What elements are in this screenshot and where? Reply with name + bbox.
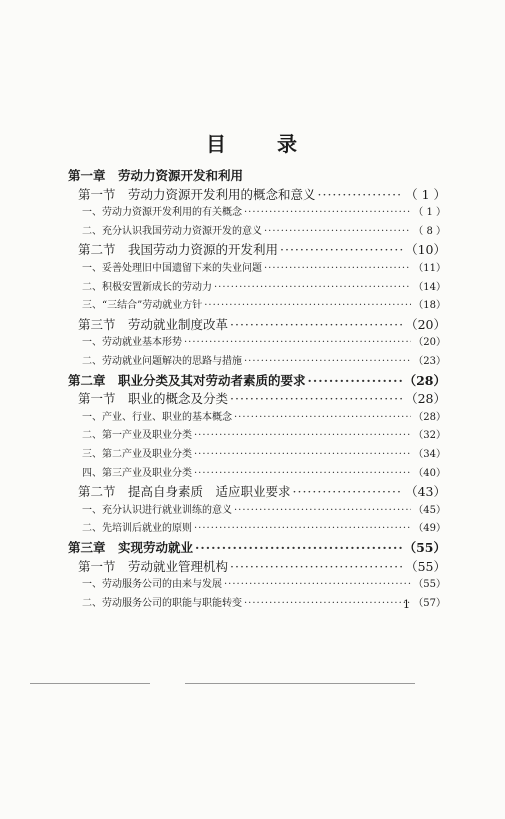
toc-entry-page: （10） xyxy=(405,242,446,258)
toc-entry-item xyxy=(82,278,446,293)
dot-leader xyxy=(318,187,404,202)
toc-entry-chapter xyxy=(68,166,446,184)
dot-leader xyxy=(264,226,411,237)
toc-entry-section xyxy=(78,482,446,500)
toc-entry-label: 四、第三产业及职业分类 xyxy=(82,467,192,479)
toc-entry-label: 一、妥善处理旧中国遗留下来的失业问题 xyxy=(82,263,262,274)
toc-entry-item xyxy=(82,501,446,516)
dot-leader xyxy=(230,559,403,574)
toc-entry-item xyxy=(82,594,446,609)
toc-entry-page: （28） xyxy=(413,411,446,423)
toc-entry-chapter xyxy=(68,538,446,556)
dot-leader xyxy=(308,373,402,388)
toc-entry-page: （18） xyxy=(413,300,446,312)
toc-entry-page: （11） xyxy=(413,263,446,274)
toc-entry-page: （40） xyxy=(413,467,446,479)
toc-entry-page: （55） xyxy=(403,540,446,555)
toc-entry-page: （20） xyxy=(405,316,446,332)
toc-title: 目 录 xyxy=(206,132,319,156)
toc-entry-section xyxy=(78,185,446,203)
toc-entry-page: （28） xyxy=(403,372,446,388)
toc-entry-label: 二、积极安置新成长的劳动力 xyxy=(82,281,212,293)
toc-entry-label: 二、劳动就业问题解决的思路与措施 xyxy=(82,356,242,367)
dot-leader xyxy=(244,207,411,218)
toc-entry-label: 二、先培训后就业的原则 xyxy=(82,523,192,535)
toc-entry-item xyxy=(82,296,446,311)
dot-leader xyxy=(194,523,411,534)
dot-leader xyxy=(230,391,403,406)
toc-entry-item xyxy=(82,408,446,423)
toc-entry-page: （43） xyxy=(405,484,446,500)
toc-entry-label: 一、劳动服务公司的由来与发展 xyxy=(82,579,222,591)
toc-entry-item xyxy=(82,333,446,348)
toc-entry-item xyxy=(82,445,446,460)
dot-leader xyxy=(204,300,411,311)
toc-entry-label: 一、充分认识进行就业训练的意义 xyxy=(82,504,232,516)
dot-leader xyxy=(230,317,403,332)
dot-leader xyxy=(244,598,411,609)
dot-leader xyxy=(244,356,411,367)
toc-entry-section xyxy=(78,240,446,258)
toc-entry-page: （ 1 ） xyxy=(405,186,446,202)
toc-entry-page: （55） xyxy=(413,579,446,591)
toc-entry-page: （ 8 ） xyxy=(413,225,446,237)
toc-entry-item xyxy=(82,259,446,274)
toc-entry-page: （49） xyxy=(413,523,446,535)
toc-entry-page: （32） xyxy=(413,430,446,442)
dot-leader xyxy=(293,484,404,499)
toc-entry-item xyxy=(82,426,446,441)
dot-leader xyxy=(194,468,411,479)
scan-line-right xyxy=(185,683,415,684)
toc-entry-label: 一、劳动就业基本形势 xyxy=(82,337,182,349)
toc-entry-page: （20） xyxy=(413,337,446,349)
toc-entry-page: （55） xyxy=(405,558,446,574)
page-number: 1 xyxy=(403,598,410,611)
toc-entry-label: 第一节 劳动力资源开发利用的概念和意义 xyxy=(78,186,316,202)
toc-entry-item xyxy=(82,203,446,218)
toc-entry-page: （ 1 ） xyxy=(413,207,446,219)
toc-entry-section xyxy=(78,389,446,407)
dot-leader xyxy=(194,449,411,460)
toc-entry-page: （34） xyxy=(413,449,446,460)
toc-entry-label: 二、劳动服务公司的职能与职能转变 xyxy=(82,597,242,609)
dot-leader xyxy=(234,412,411,423)
toc-entry-label: 第二章 职业分类及其对劳动者素质的要求 xyxy=(68,372,306,388)
toc-entry-item xyxy=(82,222,446,237)
scan-line-left xyxy=(30,683,150,684)
dot-leader xyxy=(214,282,411,293)
toc-entry-label: 一、产业、行业、职业的基本概念 xyxy=(82,411,232,423)
dot-leader xyxy=(280,242,403,257)
dot-leader xyxy=(194,430,411,441)
toc-entry-item xyxy=(82,519,446,534)
toc-entry-page: （23） xyxy=(413,356,446,367)
toc-entry-label: 三、“三结合”劳动就业方针 xyxy=(82,300,203,312)
toc-entry-label: 第二节 提高自身素质 适应职业要求 xyxy=(78,484,291,500)
toc-entry-page: （28） xyxy=(405,391,446,407)
toc-entry-label: 三、第二产业及职业分类 xyxy=(82,449,192,460)
toc-entry-chapter xyxy=(68,371,446,389)
toc-entry-page: （14） xyxy=(413,281,446,293)
toc-entry-page: （57） xyxy=(413,597,446,609)
toc-entry-page: （45） xyxy=(413,504,446,516)
toc-entry-label: 第三节 劳动就业制度改革 xyxy=(78,316,229,332)
toc-entry-label: 第一章 劳动力资源开发和利用 xyxy=(68,168,244,183)
toc-entry-label: 第二节 我国劳动力资源的开发利用 xyxy=(78,242,279,258)
toc-entry-item xyxy=(82,464,446,479)
toc-entry-item xyxy=(82,575,446,590)
dot-leader xyxy=(184,337,411,348)
dot-leader xyxy=(234,505,411,516)
toc-entry-label: 二、第一产业及职业分类 xyxy=(82,430,192,442)
toc-entry-section xyxy=(78,315,446,333)
toc-entry-item xyxy=(82,352,446,367)
toc-entry-label: 第一节 职业的概念及分类 xyxy=(78,391,229,407)
dot-leader xyxy=(224,579,411,590)
toc-entry-label: 第一节 劳动就业管理机构 xyxy=(78,558,229,574)
toc-entry-section xyxy=(78,557,446,575)
dot-leader xyxy=(195,540,402,555)
toc-entry-label: 第三章 实现劳动就业 xyxy=(68,540,194,555)
toc-entry-label: 二、充分认识我国劳动力资源开发的意义 xyxy=(82,225,262,237)
toc-entry-label: 一、劳动力资源开发利用的有关概念 xyxy=(82,207,242,219)
dot-leader xyxy=(264,263,411,274)
